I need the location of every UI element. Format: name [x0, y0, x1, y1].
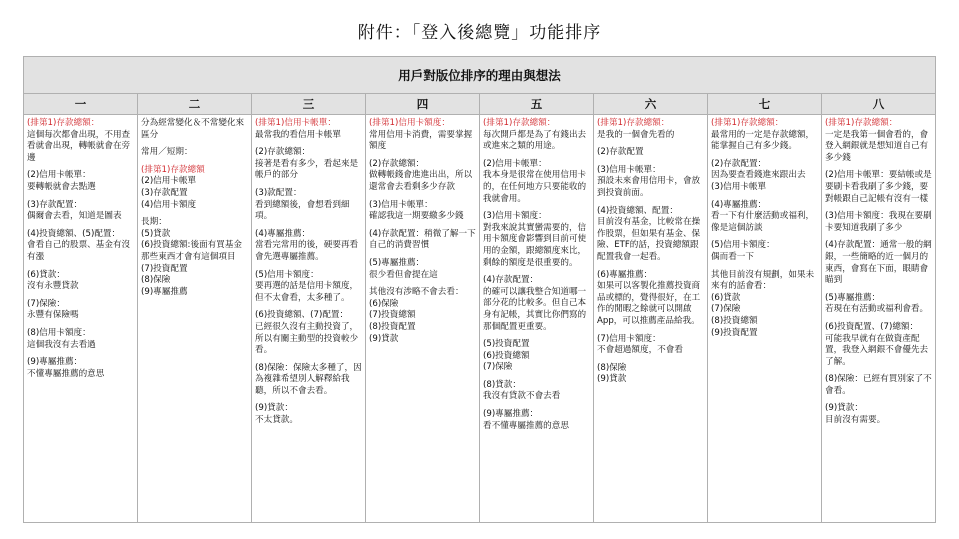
- user-column-cell: [366, 115, 480, 523]
- reason-paragraph: (3)信用卡帳單： 確認我這一期要繳多少錢: [369, 199, 464, 222]
- top-rank-label: (排第1)存款總額：: [27, 118, 100, 128]
- reason-paragraph: (4)存款配置：通常一般的網銀，一些簡略的近一個月的東西，會寫在下面，眼睛會瞄到: [825, 240, 932, 286]
- top-rank-label: (排第1)存款總額：: [483, 118, 556, 128]
- reason-paragraph: (5)信用卡額度： 偶而看一下: [711, 240, 775, 262]
- column-header: 七: [708, 94, 822, 115]
- column-header: 五: [480, 94, 594, 115]
- reason-paragraph: (2)存款配置: [597, 147, 644, 158]
- user-column-cell: [822, 115, 936, 523]
- reason-paragraph: 常用／短期：: [141, 147, 193, 158]
- top-rank-label: (排第1)存款總額：: [825, 118, 898, 128]
- user-column-cell: [138, 115, 252, 523]
- reason-paragraph: (4)投資總額、配置： 目前沒有基金，比較常在操作股票，但如果有基金、保險、ETF的話，投資總額跟配置我會一起看。: [597, 205, 701, 262]
- reason-paragraph: (4)存款配置： 的確可以讓我整合知道哪一部分花的比較多。但自己本身有記帳，其實比你們寫的那個配置更重要。: [483, 275, 587, 332]
- reason-paragraph: 是我的一個會先看的: [597, 129, 675, 140]
- reason-paragraph: 最常我的看信用卡帳單: [255, 129, 341, 140]
- reason-paragraph: 長期： (5)貸款 (6)投資總額:後面有買基金那些東西才會有這個項目 (7)投資配置 (8)保險 (9)專屬推薦: [141, 217, 243, 297]
- top-rank-label: (排第1)存款總額: [141, 164, 205, 175]
- column-header: 四: [366, 94, 480, 115]
- reason-paragraph: (8)保險：已經有買別家了不會看。: [825, 374, 932, 396]
- reason-paragraph: (9)專屬推薦： 看不懂專屬推薦的意思: [483, 409, 569, 431]
- user-column-cell: [252, 115, 366, 523]
- reason-paragraph: (2)存款總額： 做轉帳錢會進進出出，所以還常會去看剩多少存款: [369, 158, 473, 192]
- reason-paragraph: (5)專屬推薦： 很少看但會提在這: [369, 257, 438, 280]
- reason-paragraph: (7)保險： 永豐有保險嗎: [27, 298, 79, 321]
- column-header: 三: [252, 94, 366, 115]
- reason-paragraph: (8)保險：保險太多種了，因為複雜希望別人解釋給我聽，所以不會去看。: [255, 362, 362, 396]
- top-rank-label: (排第1)信用卡帳單：: [255, 118, 336, 128]
- reason-paragraph: 其他目前沒有規劃，如果未來有的話會看： (6)貸款 (7)保險 (8)投資總額 (9)投資配置: [711, 269, 815, 338]
- reason-paragraph: (5)投資配置 (6)投資總額 (7)保險: [483, 339, 530, 373]
- column-header: 六: [594, 94, 708, 115]
- reason-paragraph: (3)存款配置： 偶爾會去看，知道是圖表: [27, 199, 122, 222]
- reason-paragraph: (6)貸款： 沒有永豐貸款: [27, 269, 79, 292]
- reason-paragraph: (6)投資總額、(7)配置： 已經很久沒有主動投資了，所以有關主動型的投資較少看。: [255, 310, 359, 356]
- reason-paragraph: (7)信用卡額度： 不會超過額度，不會看: [597, 333, 683, 356]
- reason-paragraph: 分為經常變化＆不常變化來區分: [141, 118, 245, 140]
- column-header: 二: [138, 94, 252, 115]
- reason-paragraph: (3)款配置： 看到總額後，會想看到細項。: [255, 187, 350, 222]
- reason-paragraph: (4)存款配置：稍微了解一下自己的消費習慣: [369, 228, 476, 251]
- top-rank-label: (排第1)存款總額：: [597, 118, 670, 128]
- user-column-cell: [594, 115, 708, 523]
- reason-paragraph: (4)專屬推薦： 看一下有什麼活動或福利，像是這個訪談: [711, 199, 815, 233]
- reason-paragraph: 這個每次都會出現，不用查看就會出現，轉帳就會在旁邊: [27, 129, 131, 163]
- reason-paragraph: (3)信用卡額度： 對我來說其實蠻需要的，信用卡額度會影響到目前可使用的金額，跟總額度來比，剩餘的額度是很重要的。: [483, 211, 587, 268]
- reason-paragraph: 最常用的一定是存款總額，能掌握自己有多少錢。: [711, 129, 815, 152]
- table-caption: 用戶對版位排序的理由與想法: [24, 57, 936, 94]
- reason-paragraph: (2)信用卡帳單： 我本身是很常在使用信用卡的，在任何地方只要能收的我就會用。: [483, 158, 587, 204]
- reason-paragraph: (3)信用卡額度：我現在要刷卡要知道我刷了多少: [825, 211, 932, 233]
- column-header: 一: [24, 94, 138, 115]
- user-column-cell: [480, 115, 594, 523]
- reason-paragraph: (2)信用卡帳單：要結帳或是要刷卡看我刷了多少錢，要對帳跟自己記帳有沒有一樣: [825, 170, 932, 204]
- reason-paragraph: (4)專屬推薦： 當看完常用的後，硬要再看會先選專屬推薦。: [255, 228, 359, 262]
- reason-paragraph: (8)信用卡額度： 這個我沒有去看過: [27, 327, 96, 350]
- top-rank-label: (排第1)存款總額：: [711, 118, 784, 128]
- reason-paragraph: (5)專屬推薦： 若現在有活動或福利會看。: [825, 292, 929, 315]
- reason-paragraph: (2)信用卡帳單 (3)存款配置 (4)信用卡額度: [141, 176, 197, 210]
- reason-paragraph: (8)保險 (9)貸款: [597, 362, 627, 385]
- reasons-table: [23, 56, 936, 523]
- reason-paragraph: 常用信用卡消費，需要掌握額度: [369, 129, 473, 152]
- reason-paragraph: (9)專屬推薦： 不懂專屬推薦的意思: [27, 357, 105, 379]
- reason-paragraph: (6)專屬推薦： 如果可以客製化推薦投資商品或標的，覺得很好，在工作的閒暇之餘就可以開啟App，可以推薦產品給我。: [597, 269, 701, 326]
- reason-paragraph: (4)投資總額、(5)配置： 會看自己的股票、基金有沒有漲: [27, 228, 131, 262]
- table-body-row: [24, 115, 936, 523]
- reason-paragraph: (9)貸款： 目前沒有需要。: [825, 403, 886, 426]
- reason-paragraph: (9)貸款： 不太貸款。: [255, 403, 298, 426]
- reason-paragraph: (2)信用卡帳單： 要轉帳就會去點選: [27, 170, 96, 192]
- page-title: 附件：「登入後總覽」功能排序: [357, 23, 602, 43]
- user-column-cell: [24, 115, 138, 523]
- reason-paragraph: 每次開戶都是為了有錢出去或進來之類的用途。: [483, 129, 587, 152]
- user-column-cell: [708, 115, 822, 523]
- reason-paragraph: 其他沒有涉略不會去看： (6)保險 (7)投資總額 (8)投資配置 (9)貸款: [369, 287, 464, 344]
- reason-paragraph: (2)存款總額： 接著是看有多少，看起來是帳戶的部分: [255, 147, 359, 181]
- top-rank-label: (排第1)信用卡額度：: [369, 118, 450, 128]
- reason-paragraph: (5)信用卡額度： 要再選的話是信用卡額度，但不太會看，太多種了。: [255, 269, 359, 303]
- reason-paragraph: (3)信用卡帳單： 預設未來會用信用卡，會放到投資前面。: [597, 164, 701, 198]
- reason-paragraph: (2)存款配置： 因為要查看錢進來跟出去 (3)信用卡帳單: [711, 158, 806, 192]
- column-header: 八: [822, 94, 936, 115]
- reason-paragraph: (8)貸款： 我沒有貸款不會去看: [483, 379, 561, 402]
- column-header-row: [24, 94, 936, 115]
- reason-paragraph: 一定是我第一個會看的，會登入網銀就是想知道自己有多少錢: [825, 129, 929, 163]
- reason-paragraph: (6)投資配置、(7)總額： 可能我早就有在做資產配置，我登入網銀不會優先去了解。: [825, 321, 929, 367]
